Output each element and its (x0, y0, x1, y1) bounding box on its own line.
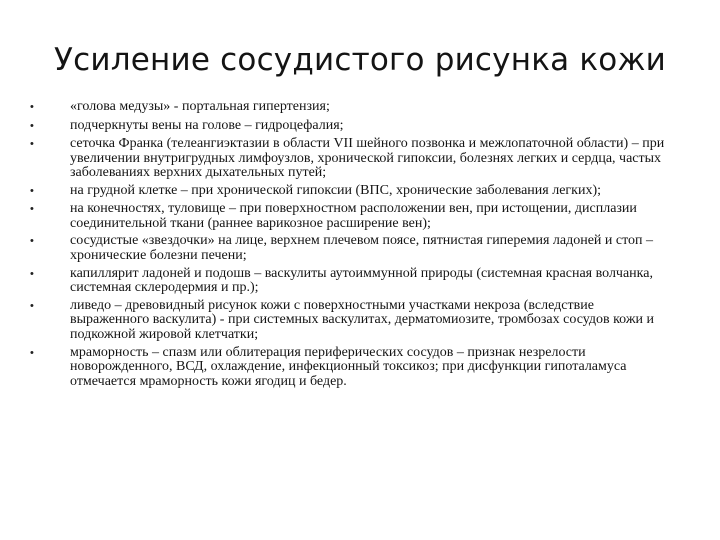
bullet-icon: • (30, 203, 34, 216)
list-item (30, 202, 670, 231)
bullet-icon: • (30, 184, 34, 197)
bullet-text-livedo: ливедо – древовидный рисунок кожи с поверхностными участками некроза (вследствие выраженного васкулита) - при системных васкулитах, дерматомиозите, тромбозах сосудов кожи и подкожной жировой клетчатки; (70, 297, 654, 343)
list-item (30, 137, 670, 181)
bullet-text-chest: на грудной клетке – при хронической гипоксии (ВПС, хронические заболевания легких); (70, 182, 602, 198)
bullet-icon: • (30, 138, 34, 150)
bullet-text-frank-net: сеточка Франка (телеангиэктазии в области VII шейного позвонка и межлопаточной области) – при увеличении внутригрудных лимфоузлов, хронической гипоксии, болезнях легких и сердца, частых заболеваниях верхних дыхательных путей; (70, 136, 665, 181)
bullet-icon: • (30, 299, 34, 312)
bullet-text-portal-hypertension: «голова медузы» - портальная гипертензия; (70, 99, 330, 114)
list-item (30, 184, 670, 200)
bullet-icon: • (30, 101, 34, 113)
bullet-text-hydrocephalus: подчеркнуты вены на голове – гидроцефалия; (70, 117, 344, 133)
list-item (30, 100, 670, 116)
list-item (30, 234, 670, 263)
list-item (30, 346, 670, 390)
list-item (30, 119, 670, 135)
bullet-text-marbling: мраморность – спазм или облитерация периферических сосудов – признак незрелости новорожденного, ВСД, охлаждение, инфекционный токсикоз; при дисфункции гипоталамуса отмечается мраморность кожи ягодиц и бедер. (70, 344, 627, 389)
bullet-list (30, 100, 670, 392)
bullet-text-capillaritis: капиллярит ладоней и подошв – васкулиты аутоиммунной природы (системная красная волчанка, системная склеродермия и пр.); (70, 265, 653, 296)
list-item (30, 299, 670, 343)
bullet-icon: • (30, 346, 34, 359)
bullet-text-limbs-trunk: на конечностях, туловище – при поверхностном расположении вен, при истощении, дисплазии соединительной ткани (раннее варикозное расширение вен); (70, 201, 637, 231)
bullet-icon: • (30, 119, 34, 132)
bullet-icon: • (30, 235, 34, 248)
list-item (30, 267, 670, 296)
bullet-icon: • (30, 267, 34, 280)
slide-title: Усиление сосудистого рисунка кожи (54, 42, 666, 78)
bullet-text-spider-angiomas: сосудистые «звездочки» на лице, верхнем плечевом поясе, пятнистая гиперемия ладоней и стоп – хронические болезни печени; (70, 233, 654, 264)
